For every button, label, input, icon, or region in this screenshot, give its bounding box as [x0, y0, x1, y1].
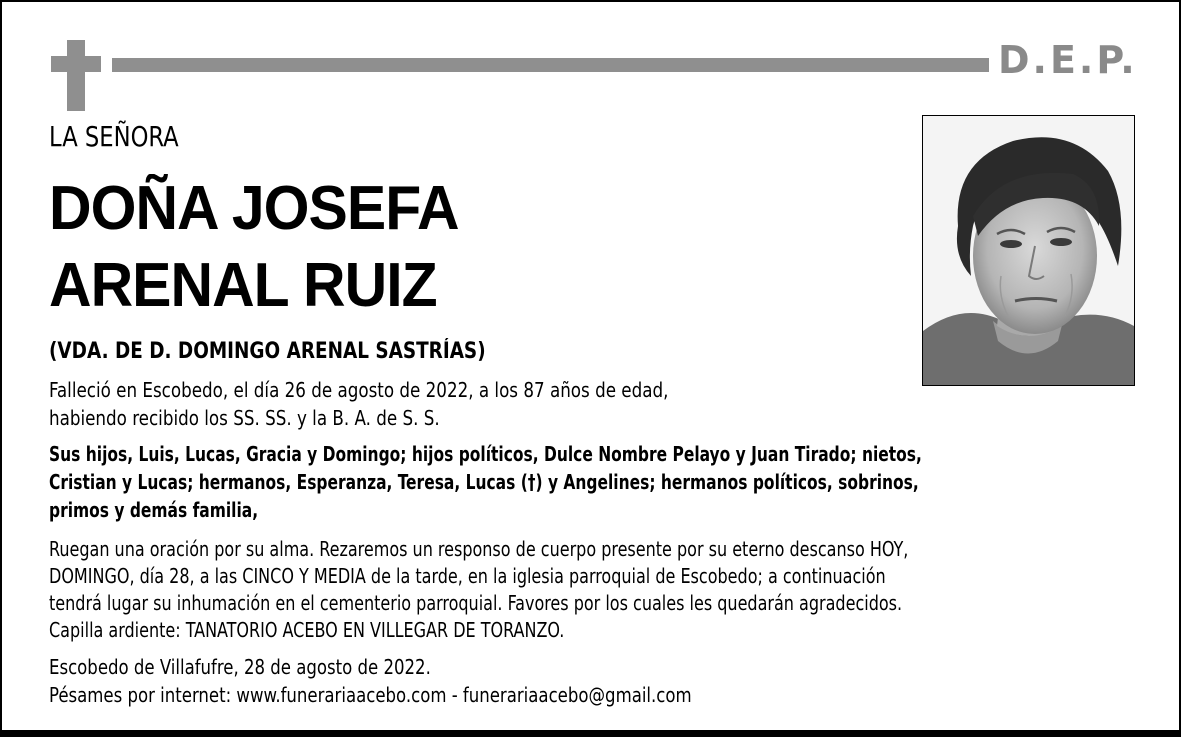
dep-label: D.E.P.	[998, 38, 1138, 82]
request-line2: DOMINGO, día 28, a las CINCO Y MEDIA de la tarde, en la iglesia parroquial de Escobedo; a continuación	[49, 564, 886, 588]
intro-label: LA SEÑORA	[49, 120, 179, 153]
cross-icon-bar	[51, 56, 101, 72]
deceased-name-line1: DOÑA JOSEFA	[49, 174, 459, 243]
family-line3: primos y demás familia,	[49, 498, 259, 522]
header-rule	[112, 58, 989, 72]
portrait-photo	[922, 115, 1135, 386]
death-notice-line1: Falleció en Escobedo, el día 26 de agosto de 2022, a los 87 años de edad,	[49, 378, 669, 402]
request-line4: Capilla ardiente: TANATORIO ACEBO EN VILLEGAR DE TORANZO.	[49, 618, 565, 642]
cross-icon	[67, 40, 85, 111]
condolences-line: Pésames por internet: www.funerariaacebo.com - funerariaacebo@gmail.com	[49, 683, 692, 707]
family-line1: Sus hijos, Luis, Lucas, Gracia y Domingo; hijos políticos, Dulce Nombre Pelayo y Juan Tirado; nietos,	[49, 442, 922, 466]
family-line2: Cristian y Lucas; hermanos, Esperanza, Teresa, Lucas (†) y Angelines; hermanos políticos, sobrinos,	[49, 470, 919, 494]
request-line1: Ruegan una oración por su alma. Rezaremos un responso de cuerpo presente por su eterno descanso HOY,	[49, 537, 909, 561]
request-line3: tendrá lugar su inhumación en el cementerio parroquial. Favores por los cuales les quedarán agradecidos.	[49, 591, 903, 615]
deceased-name-line2: ARENAL RUIZ	[49, 251, 437, 320]
portrait-icon	[923, 116, 1134, 385]
place-date: Escobedo de Villafufre, 28 de agosto de 2022.	[49, 655, 431, 679]
widow-of: (VDA. DE D. DOMINGO ARENAL SASTRÍAS)	[49, 339, 486, 364]
death-notice-line2: habiendo recibido los SS. SS. y la B. A. de S. S.	[49, 406, 440, 430]
